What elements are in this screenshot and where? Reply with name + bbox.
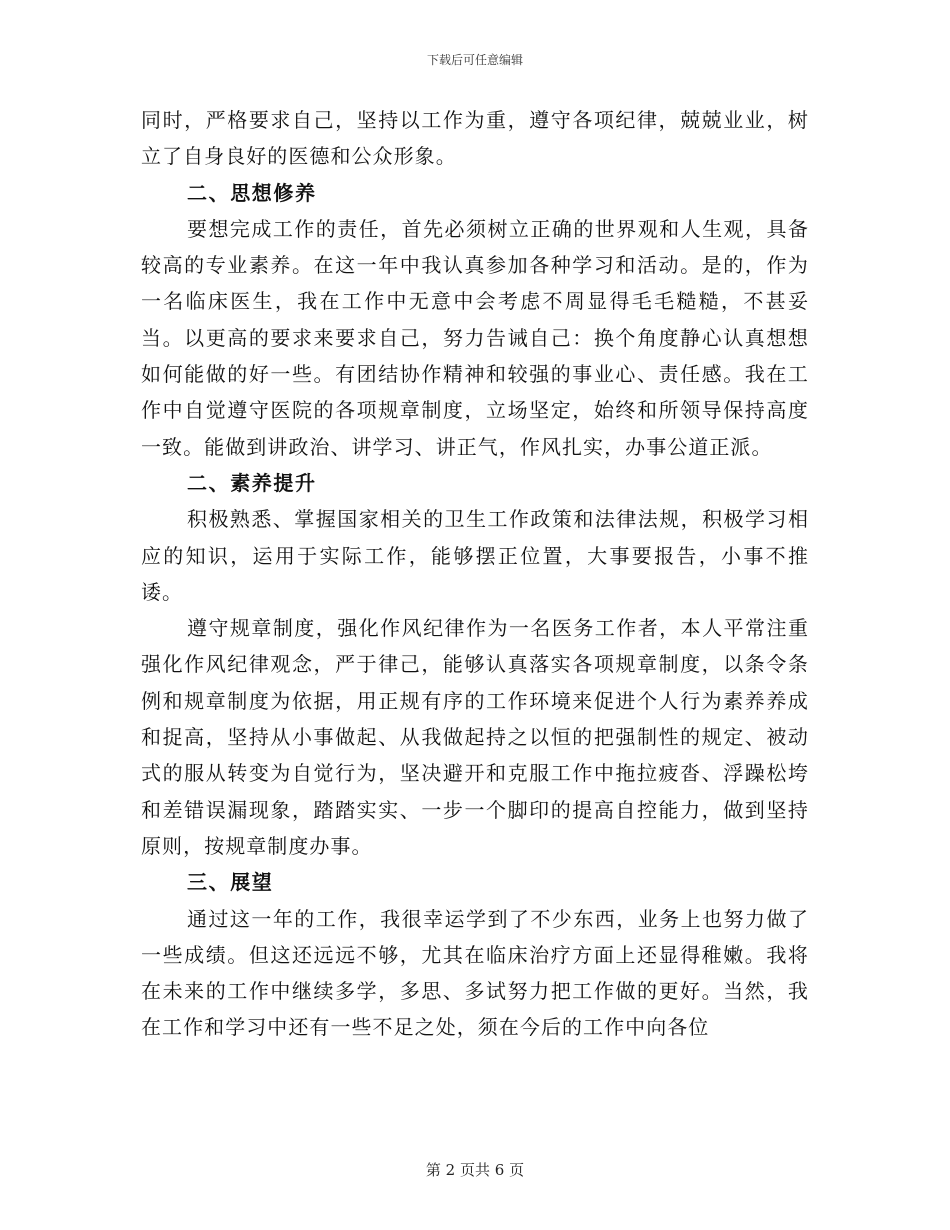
section-heading-thought: 二、思想修养 bbox=[187, 180, 317, 205]
page-number: 第 2 页共 6 页 bbox=[425, 1161, 525, 1179]
paragraph-continued: 同时，严格要求自己，坚持以工作为重，遵守各项纪律，兢兢业业，树立了自身良好的医德和公众形象。 bbox=[141, 108, 809, 169]
document-body bbox=[141, 102, 809, 1046]
page-header-note: 下载后可任意编辑 bbox=[426, 53, 523, 67]
paragraph-outlook: 通过这一年的工作，我很幸运学到了不少东西，业务上也努力做了一些成绩。但这还远远不够，尤其在临床治疗方面上还显得稚嫩。我将在未来的工作中继续多学，多思、多试努力把工作做的更好。当然，我在工作和学习中还有一些不足之处，须在今后的工作中向各位 bbox=[141, 906, 809, 1040]
section-heading-outlook: 三、展望 bbox=[187, 870, 274, 895]
paragraph-quality-2: 遵守规章制度，强化作风纪律作为一名医务工作者，本人平常注重强化作风纪律观念，严于律己，能够认真落实各项规章制度，以条令条例和规章制度为依据，用正规有序的工作环境来促进个人行为素养养成和捉高，坚持从小事做起、从我做起持之以恒的把强制性的规定、被动式的服从转变为自觉行为，坚决避开和克服工作中拖拉疲沓、浮躁松垮和差错误漏现象，踏踏实实、一步一个脚印的提高自控能力，做到坚持原则，按规章制度办事。 bbox=[141, 616, 809, 858]
paragraph-quality-1: 积极熟悉、掌握国家相关的卫生工作政策和法律法规，积极学习相应的知识，运用于实际工作，能够摆正位置，大事要报告，小事不推诿。 bbox=[141, 507, 809, 604]
section-heading-quality: 二、素养提升 bbox=[187, 470, 317, 495]
paragraph-thought: 要想完成工作的责任，首先必须树立正确的世界观和人生观，具备较高的专业素养。在这一年中我认真参加各种学习和活动。是的，作为一名临床医生，我在工作中无意中会考虑不周显得毛毛糙糙，不甚妥当。以更高的要求来要求自己，努力告诫自己：换个角度静心认真想想如何能做的好一些。有团结协作精神和较强的事业心、责任感。我在工作中自觉遵守医院的各项规章制度，立场坚定，始终和所领导保持高度一致。能做到讲政治、讲学习、讲正气，作风扎实，办事公道正派。 bbox=[141, 216, 809, 459]
